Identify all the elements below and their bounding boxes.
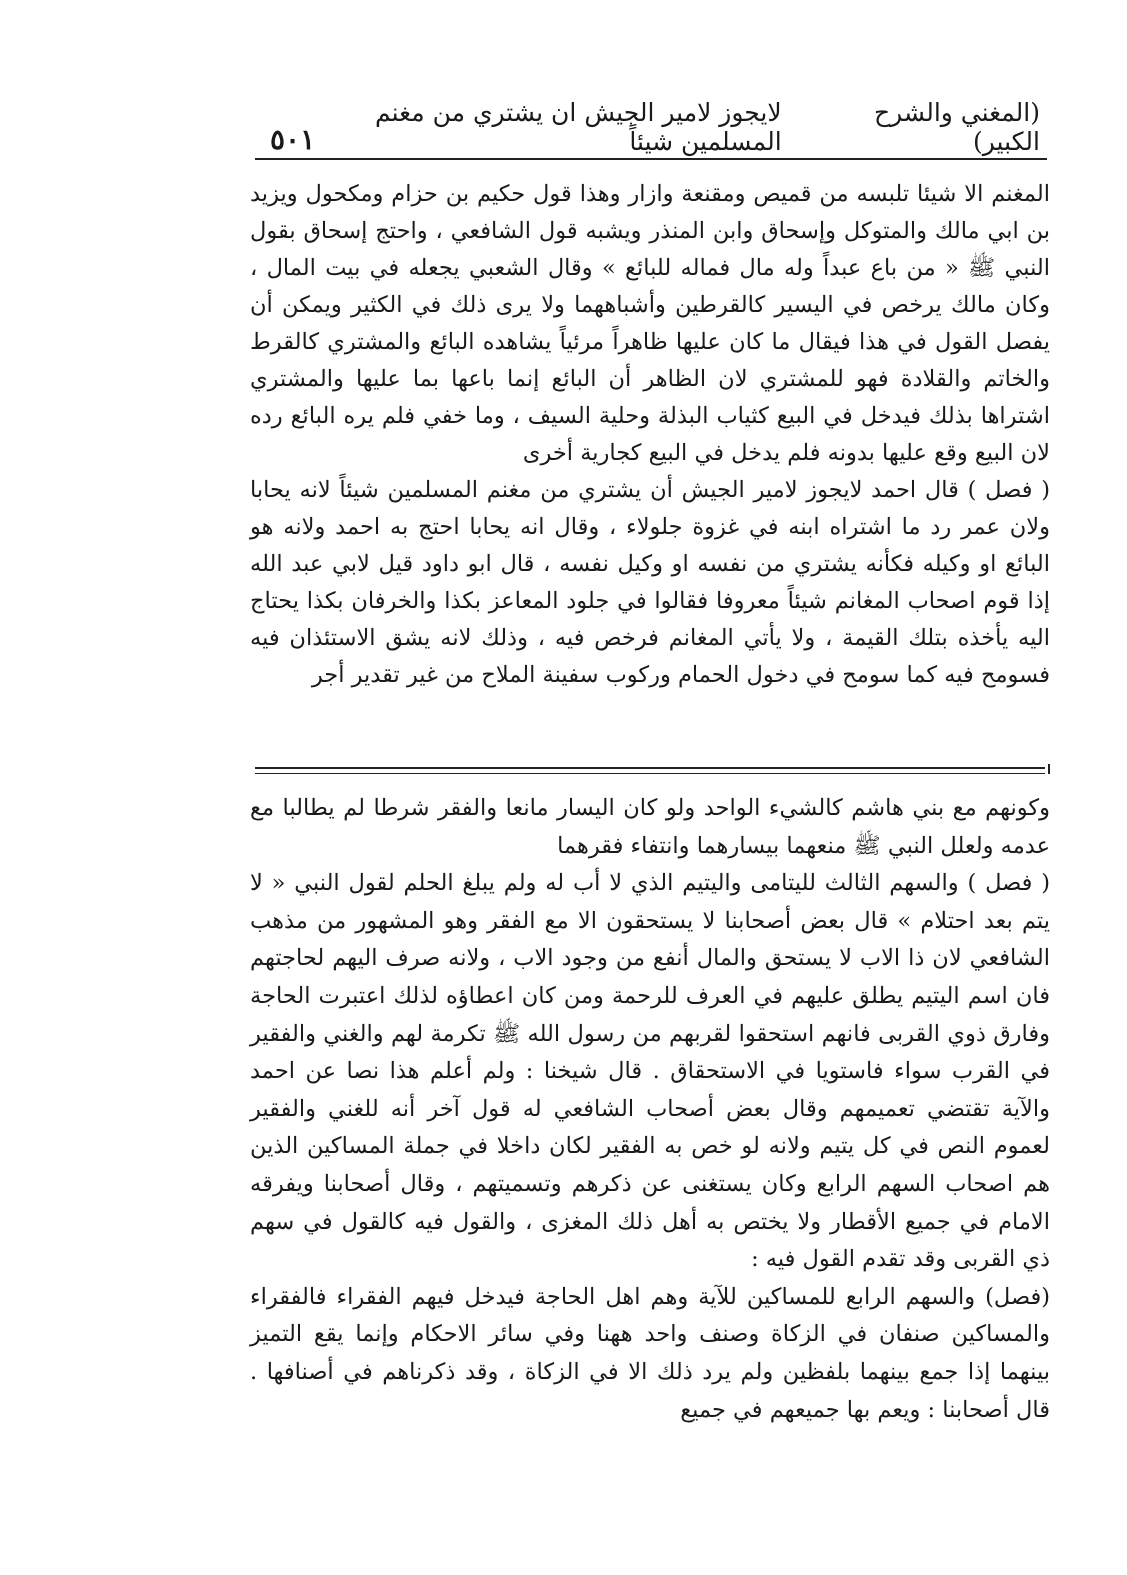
page-number: ٥٠١ (270, 123, 316, 156)
upper-text-block (250, 176, 1050, 694)
lower-text-block (250, 790, 1050, 1429)
running-header (270, 98, 1040, 156)
lower-paragraph: (فصل) والسهم الرابع للمساكين للآية وهم اهل الحاجة فيدخل فيهم الفقراء فالفقراء والمساكين صنفان في الزكاة وصنف واحد ههنا وفي سائر الاحكام وإنما يقع التميز بينهما إذا جمع بينهما بلفظين ولم يرد ذلك الا في الزكاة ، وقد ذكرناهم في أصنافها . قال أصحابنا : ويعم بها جميعهم في جميع (250, 1283, 1050, 1423)
running-title: لايجوز لامير الجيش ان يشتري من مغنم المسلمين شيئاً (375, 98, 782, 156)
header-rule (255, 158, 1047, 160)
upper-paragraph: ( فصل ) قال احمد لايجوز لامير الجيش أن يشتري من مغنم المسلمين شيئاً لانه يحابا ولان عمر رد ما اشتراه ابنه في غزوة جلولاء ، وقال انه يحابا احتج به احمد ولانه هو البائع او وكيله فكأنه يشتري من نفسه او وكيل نفسه ، قال ابو داود قيل لابي عبد الله إذا قوم اصحاب المغانم شيئاً معروفا فقالوا في جلود المعاعز بكذا والخرفان بكذا يحتاج اليه يأخذه بتلك القيمة ، ولا يأتي المغانم فرخص فيه ، وذلك لانه يشق الاستئذان فيه فسومح فيه كما سومح في دخول الحمام وركوب سفينة الملاح من غير تقدير أجر (250, 477, 1050, 688)
book-title: (المغني والشرح الكبير) (873, 98, 1040, 156)
section-divider-end (1036, 764, 1050, 774)
section-divider (255, 767, 1045, 774)
lower-paragraph: وكونهم مع بني هاشم كالشيء الواحد ولو كان اليسار مانعا والفقر شرطا لم يطالبا مع عدمه ولعلل النبي ﷺ منعهما بيسارهما وانتفاء فقرهما (250, 795, 1050, 859)
upper-paragraph: المغنم الا شيئا تلبسه من قميص ومقنعة وازار وهذا قول حكيم بن حزام ومكحول ويزيد بن ابي مالك والمتوكل وإسحاق وابن المنذر ويشبه قول الشافعي ، واحتج إسحاق بقول النبي ﷺ « من باع عبداً وله مال فماله للبائع » وقال الشعبي يجعله في بيت المال ، وكان مالك يرخص في اليسير كالقرطين وأشباههما ولا يرى ذلك في الكثير ويمكن أن يفصل القول في هذا فيقال ما كان عليها ظاهراً مرئياً يشاهده البائع والمشتري كالقرط والخاتم والقلادة فهو للمشتري لان الظاهر أن البائع إنما باعها بما عليها والمشتري اشتراها بذلك فيدخل في البيع كثياب البذلة وحلية السيف ، وما خفي فلم يره البائع رده لان البيع وقع عليها بدونه فلم يدخل في البيع كجارية أخرى (250, 181, 1050, 466)
lower-paragraph: ( فصل ) والسهم الثالث لليتامى واليتيم الذي لا أب له ولم يبلغ الحلم لقول النبي « لا يتم بعد احتلام » قال بعض أصحابنا لا يستحقون الا مع الفقر وهو المشهور من مذهب الشافعي لان ذا الاب لا يستحق والمال أنفع من وجود الاب ، ولانه صرف اليهم لحاجتهم فان اسم اليتيم يطلق عليهم في العرف للرحمة ومن كان اعطاؤه لذلك اعتبرت الحاجة وفارق ذوي القربى فانهم استحقوا لقربهم من رسول الله ﷺ تكرمة لهم والغني والفقير في القرب سواء فاستويا في الاستحقاق . قال شيخنا : ولم أعلم هذا نصا عن احمد والآية تقتضي تعميمهم وقال بعض أصحاب الشافعي له قول آخر أنه للغني والفقير لعموم النص في كل يتيم ولانه لو خص به الفقير لكان داخلا في جملة المساكين الذين هم اصحاب السهم الرابع وكان يستغنى عن ذكرهم وتسميتهم ، وقال أصحابنا ويفرقه الامام في جميع الأقطار ولا يختص به أهل ذلك المغزى ، والقول فيه كالقول في سهم ذي القربى وقد تقدم القول فيه : (250, 870, 1050, 1273)
header-titles (315, 98, 1040, 156)
